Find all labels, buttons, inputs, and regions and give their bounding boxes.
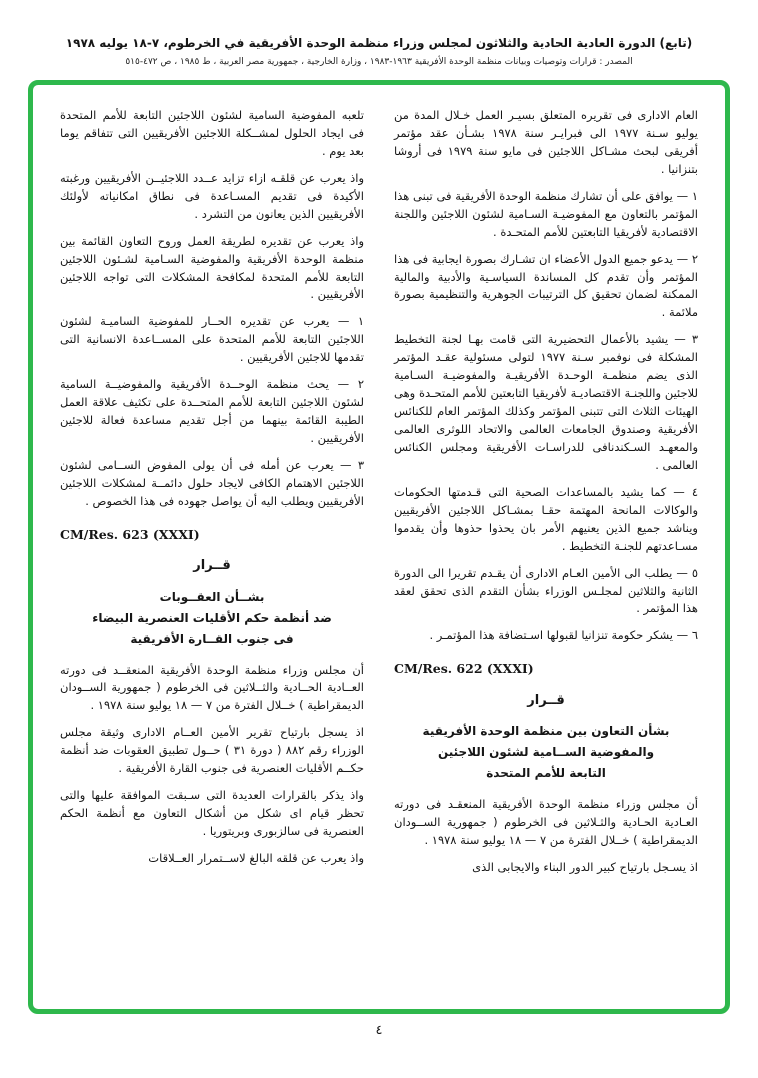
numbered-item-1: ١ — يعرب عن تقديره الحــار للمفوضية الساميـة لشئون اللاجئين التابعة للأمم المتحدة على المســاعدة الانسانية التى تقدمها للاجئين الأفريقيين . <box>60 314 364 365</box>
numbered-item-1: ١ — يوافق على أن تشارك منظمة الوحدة الأفريقية فى تبنى هذا المؤتمر بالتعاون مع المفوضيـة السـامية لشئون اللاجئين واللجنة الاقتصادية لأفريقيا التابعتين للأمم المتحـدة . <box>394 188 698 239</box>
resolution-title-line: والمفوضية الســامية لشئون اللاجئين <box>437 745 655 760</box>
resolution-title <box>60 587 364 650</box>
column-right <box>394 107 698 995</box>
numbered-item-4: ٤ — كما يشيد بالمساعدات الصحية التى قـدمتها الحكومات والوكالات المانحة المهتمة حقـا بمشـاكل اللاجئين الأفريقيين ويناشد جميع الذين يعنيهم الأمر بان يحذوا حذوها وأن يقدموا مسـاعدتهم للجنـة التخطيط . <box>394 484 698 553</box>
paragraph: أن مجلس وزراء منظمة الوحدة الأفريقية المنعقـد فى دورته العـادية الحـادية والثـلاثين فى الخرطوم ( جمهورية الســودان الديمقراطية ) خــلال الفترة من ٧ — ١٨ يوليو سنة ١٩٧٨ . <box>394 797 698 847</box>
paragraph: واذ يعرب عن قلقه البالغ لاســتمرار العــلاقات <box>148 850 364 865</box>
paragraph: اذ يسجل بارتياح تقرير الأمين العــام الادارى وثيقة مجلس الوزراء رقم ٨٨٢ ( دورة ٣١ ) حــول تطبيق العقوبات ضد أنظمة حكــم الأقليات العنصرية فى جنوب القارة الأفريقية . <box>60 725 364 776</box>
paragraph: واذ يذكر بالقرارات العديدة التى سـبقت الموافقة عليها والتى تحظر قيام اى شكل من أشكال التعاون مع أنظمة الحكم العنصرية فى سالزبورى وبريتوريا . <box>60 788 364 839</box>
column-left <box>60 107 364 995</box>
resolution-title-line: فى جنوب القــارة الأفريقية <box>130 631 294 646</box>
resolution-title-line: بشأن التعاون بين منظمة الوحدة الأفريقية <box>422 724 670 739</box>
header-title: (تابع) الدورة العادية الحادية والثلاثون لمجلس وزراء منظمة الوحدة الأفريقية في الخرطوم، ٧-١٨ يوليه ١٩٧٨ <box>65 36 693 50</box>
resolution-title-line: بشــأن العقــوبات <box>159 589 265 604</box>
paragraph-continuation: تلعبه المفوضية السامية لشئون اللاجئين التابعة للأمم المتحدة فى ايجاد الحلول لمشــكلة اللاجئين الأفريقيين التى تتفاقم يوما بعد يوم . <box>60 108 364 158</box>
two-column-layout <box>60 107 698 995</box>
numbered-item-5: ٥ — يطلب الى الأمين العـام الادارى أن يقـدم تقريرا الى الدورة الثانية والثلاثين لمجلـس الوزراء بشأن التقدم الذى تحقق لعقد هذا المؤتمر . <box>394 565 698 616</box>
resolution-code-623: CM/Res. 623 (XXXI) <box>60 526 200 542</box>
resolution-title <box>394 721 698 784</box>
resolution-heading: قــرار <box>527 692 565 708</box>
numbered-item-2: ٢ — يحث منظمة الوحــدة الأفريقية والمفوضيــة السامية لشئون اللاجئين التابعة للأمم المتحــدة على تكثيف علاقة العمل الطيبة القائمة بينهما من أجل تقديم مساعدة فعالة للاجئين الأفريقيين . <box>60 377 364 445</box>
resolution-code-622: CM/Res. 622 (XXXI) <box>394 661 534 677</box>
page-number: ٤ <box>375 1023 383 1038</box>
resolution-title-line: التابعة للأمم المتحدة <box>486 766 606 781</box>
paragraph: أن مجلس وزراء منظمة الوحدة الأفريقية المنعقــد فى دورته العــادية الحــادية والثــلاثين فى الخرطوم ( جمهورية الســودان الديمقراطية ) خــلال الفترة من ٧ — ١٨ يوليو سنة ١٩٧٨ . <box>60 662 364 713</box>
page-footer <box>0 1023 758 1038</box>
paragraph: واذ يعرب عن تقديره لطريقة العمل وروح التعاون القائمة بين منظمة الوحدة الأفريقية والمفوضية السـامية لشـئون اللاجئين التابعة للأمم المتحدة لمكافحة المشكلات التى تواجه اللاجئين الأفريقيين . <box>60 233 364 302</box>
resolution-heading: قــرار <box>193 558 231 574</box>
numbered-item-3: ٣ — يعرب عن أمله فى أن يولى المفوض الســامى لشئون اللاجئين الاهتمام الكافى لايجاد حلول دائمــة لمشكلات اللاجئين الأفريقيين ويطلب اليه أن يواصل جهوده فى هذا الخصوص . <box>60 457 364 508</box>
paragraph: واذ يعرب عن قلقـه ازاء تزايد عــدد اللاجئيــن الأفريقيين ورغبته الأكيدة فى تقديم المسـاعدة فى نطاق امكانياته لأولئك الأفريقيين الذين يعانون من التشرد . <box>60 170 364 221</box>
numbered-item-2: ٢ — يدعو جميع الدول الأعضاء ان تشـارك بصورة ايجابية فى هذا المؤتمر وأن تقدم كل المساندة السياسـية والأدبية والمالية الممكنة لضمان تحقيق كل الترتيبات الجوهرية والتنظيمية بصورة ملائمة . <box>394 251 698 320</box>
resolution-title-line: ضد أنظمة حكم الأقليات العنصرية البيضاء <box>92 610 332 625</box>
page-header <box>0 0 758 67</box>
paragraph: اذ يسـجل بارتياح كبير الدور البناء والايجابى الذى <box>472 859 698 874</box>
header-source: المصدر : قرارات وتوصيات وبيانات منظمة الوحدة الأفريقية ١٩٦٣-١٩٨٣ ، وزارة الخارجية ، جمهورية مصر العربية ، ط ١٩٨٥ ، ص ٤٧٢-٥١٥ <box>125 57 633 67</box>
numbered-item-6: ٦ — يشكر حكومة تنزانيا لقبولها اسـتضافة هذا المؤتمـر . <box>429 628 698 643</box>
paragraph-continuation: العام الادارى فى تقريره المتعلق بسيـر العمل خـلال المدة من يوليو سـنة ١٩٧٧ الى فبرايـر سنة ١٩٧٨ بشـأن عقد مؤتمر أفريقى لبحث مشـاكل اللاجئين فى مايو سنة ١٩٧٩ فى أروشا بتنزانيا . <box>394 108 698 176</box>
content-frame <box>28 80 730 1014</box>
numbered-item-3: ٣ — يشيد بالأعمال التحضيرية التى قامت بهـا لجنة التخطيط المشكلة فى نوفمبر سـنة ١٩٧٧ لتولى مسئولية عقـد المؤتمر الذى يضم منظمـة الوحـدة الأفريقيـة والمفوضيـة السـامية للاجئين واللجنـة الاقتصاديـة لأفريقيا التابعتين للأمم المتحـدة وهى الهيئات الثلاث التى تتبنى المؤتمر وكذلك المؤتمر العام للكنائس الأفريقية وصندوق الجامعات العالمى والاتحاد اللوثرى العالمى والمعهـد السـكندنافى للدراسـات الأفريقية ومجلس الكنائس العالمى . <box>394 332 698 472</box>
